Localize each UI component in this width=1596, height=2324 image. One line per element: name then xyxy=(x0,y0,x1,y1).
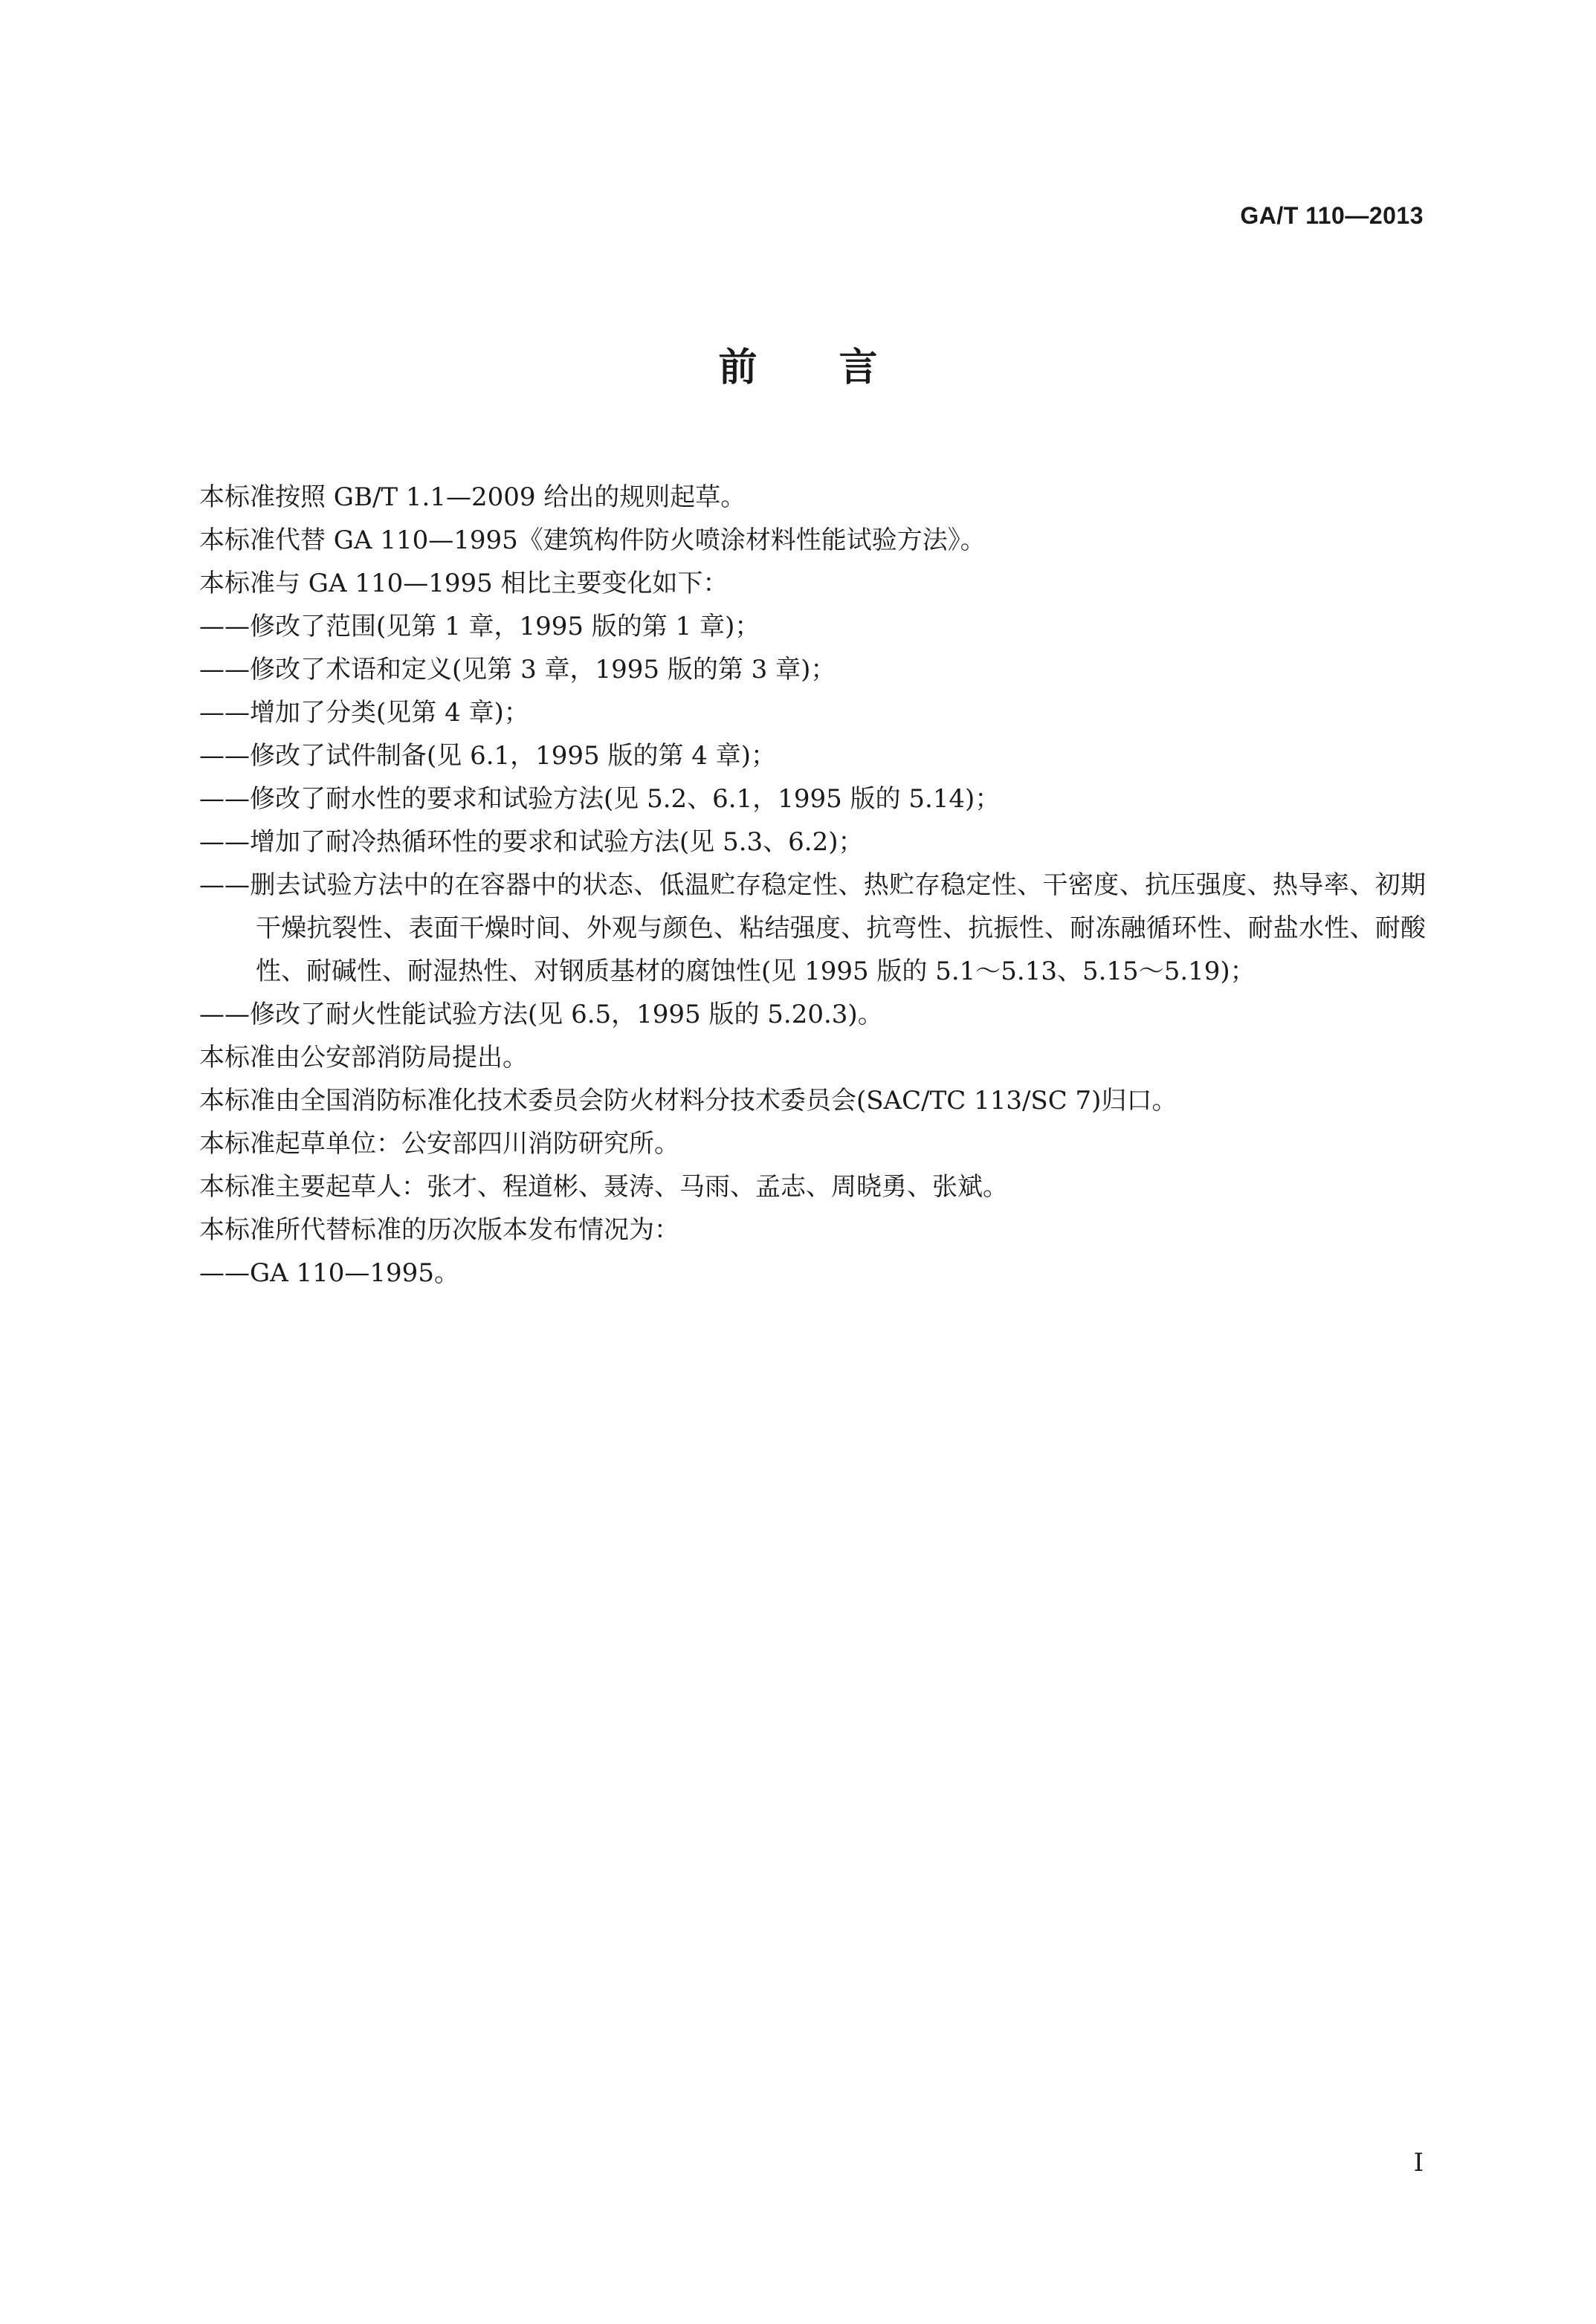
document-code: GA/T 110—2013 xyxy=(1240,202,1424,229)
list-item: ——删去试验方法中的在容器中的状态、低温贮存稳定性、热贮存稳定性、干密度、抗压强度、热导率、初期干燥抗裂性、表面干燥时间、外观与颜色、粘结强度、抗弯性、抗振性、耐冻融循环性、耐盐水性、耐酸性、耐碱性、耐湿热性、对钢质基材的腐蚀性(见 1995 版的 5.1～5.13、5.15～5.19)； xyxy=(199,870,1426,986)
list-item: ——修改了试件制备(见 6.1，1995 版的第 4 章)； xyxy=(199,741,776,771)
list-item: ——增加了耐冷热循环性的要求和试验方法(见 5.3、6.2)； xyxy=(199,827,864,857)
page-number: I xyxy=(1413,2148,1424,2178)
text-line: 本标准由公安部消防局提出。 xyxy=(199,1043,528,1072)
list-item: ——修改了耐火性能试验方法(见 6.5，1995 版的 5.20.3)。 xyxy=(199,1000,883,1029)
text-line: 本标准与 GA 110—1995 相比主要变化如下： xyxy=(199,569,728,598)
text-line: 本标准起草单位：公安部四川消防研究所。 xyxy=(199,1129,679,1159)
list-item: ——修改了耐水性的要求和试验方法(见 5.2、6.1，1995 版的 5.14)； xyxy=(199,784,1001,814)
text-line: 本标准代替 GA 110—1995《建筑构件防火喷涂材料性能试验方法》。 xyxy=(199,525,986,555)
list-item: ——增加了分类(见第 4 章)； xyxy=(199,698,529,728)
text-line: 本标准由全国消防标准化技术委员会防火材料分技术委员会(SAC/TC 113/SC 7)归口。 xyxy=(199,1086,1177,1116)
list-item: ——修改了范围(见第 1 章，1995 版的第 1 章)； xyxy=(199,612,760,641)
text-line: 本标准按照 GB/T 1.1—2009 给出的规则起草。 xyxy=(199,482,746,512)
text-line: 本标准主要起草人：张才、程道彬、聂涛、马雨、孟志、周晓勇、张斌。 xyxy=(199,1172,1008,1202)
list-item: ——GA 110—1995。 xyxy=(199,1258,459,1288)
preface-body xyxy=(199,476,1426,1295)
page-title: 前言 xyxy=(718,346,960,390)
list-item: ——修改了术语和定义(见第 3 章，1995 版的第 3 章)； xyxy=(199,655,836,684)
text-line: 本标准所代替标准的历次版本发布情况为： xyxy=(199,1215,679,1245)
